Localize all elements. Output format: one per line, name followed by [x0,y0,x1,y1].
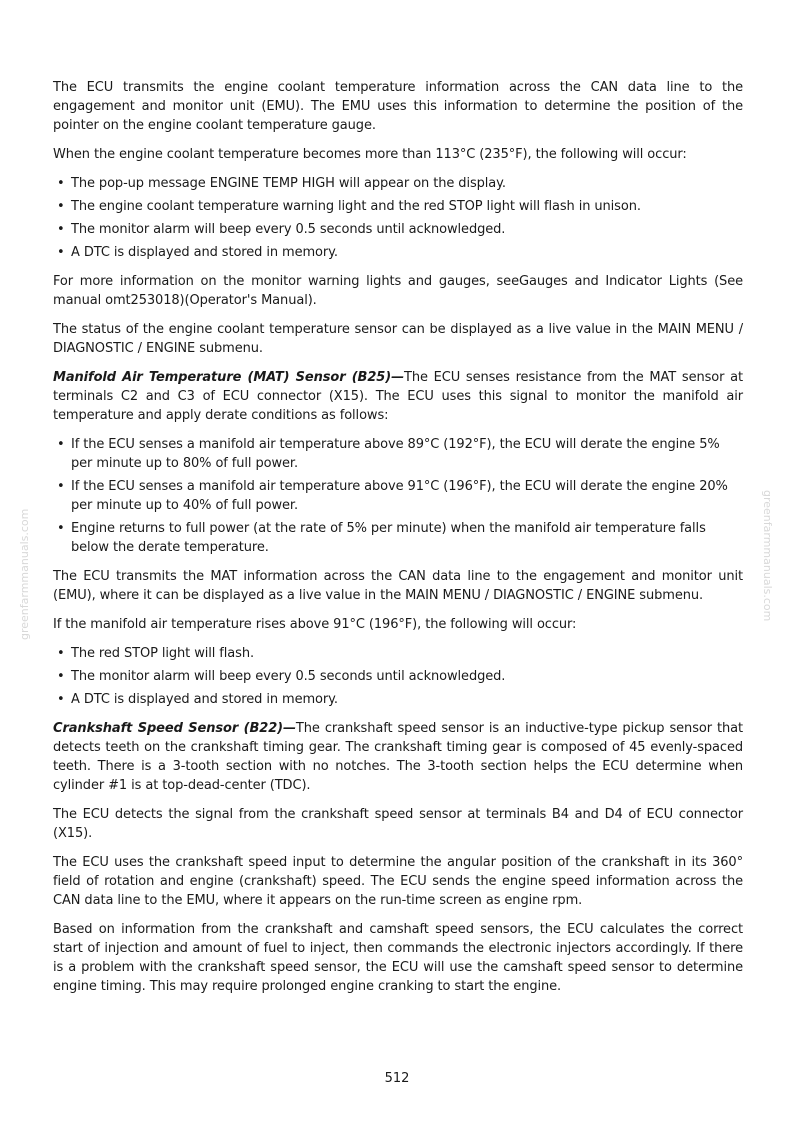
list-item: • A DTC is displayed and stored in memory. [57,692,338,707]
mat-high-list [53,644,743,709]
paragraph-ect-high-intro: When the engine coolant temperature becomes more than 113°C (235°F), the following will occur: [53,147,687,162]
watermark-right: greenfarmmanuals.com [761,490,774,622]
mat-sensor-body: The ECU senses resistance from the MAT sensor at terminals C2 and C3 of ECU connector (X15). The ECU uses this signal to monitor the manifold air temperature and apply derate conditions as follows: [53,370,744,423]
crankshaft-sensor-body: The crankshaft speed sensor is an inductive-type pickup sensor that detects teeth on the crankshaft timing gear. The crankshaft timing gear is composed of 45 evenly-spaced teeth. There is a 3-tooth section with no notches. The 3-tooth section helps the ECU determine when cylinder #1 is at top-dead-center (TDC). [53,721,744,793]
paragraph-ect-live-value: The status of the engine coolant temperature sensor can be displayed as a live value in the MAIN MENU / DIAGNOSTIC / ENGINE submenu. [53,322,743,356]
watermark-left: greenfarmmanuals.com [18,508,31,640]
list-item: • The monitor alarm will beep every 0.5 seconds until acknowledged. [57,669,506,684]
list-item: • If the ECU senses a manifold air temperature above 89°C (192°F), the ECU will derate the engine 5% per minute up to 80% of full power. [57,437,720,471]
bullet-icon: • [57,521,65,536]
paragraph-crankshaft-input: The ECU uses the crankshaft speed input to determine the angular position of the crankshaft in its 360° field of rotation and engine (crankshaft) speed. The ECU sends the engine speed information across the CAN data line to the EMU, where it appears on the run-time screen as engine rpm. [53,855,743,908]
bullet-icon: • [57,245,65,260]
paragraph-ect-can: The ECU transmits the engine coolant temperature information across the CAN data line to the engagement and monitor unit (EMU). The EMU uses this information to determine the position of the pointer on the engine coolant temperature gauge. [53,80,743,133]
bullet-icon: • [57,646,65,661]
paragraph-crankshaft-sensor [53,719,743,795]
page-number: 512 [384,1071,410,1086]
bullet-icon: • [57,692,65,707]
list-item: • The pop-up message ENGINE TEMP HIGH will appear on the display. [57,176,506,191]
list-item: • The red STOP light will flash. [57,646,254,661]
paragraph-mat-sensor [53,368,743,425]
page-content [53,78,743,1006]
list-item: • The monitor alarm will beep every 0.5 seconds until acknowledged. [57,222,506,237]
paragraph-gauges-reference: For more information on the monitor warning lights and gauges, seeGauges and Indicator Lights (See manual omt253018)(Operator's Manual). [53,274,743,308]
bullet-icon: • [57,437,65,452]
list-item: • If the ECU senses a manifold air temperature above 91°C (196°F), the ECU will derate the engine 20% per minute up to 40% of full power. [57,479,728,513]
paragraph-crankshaft-terminals: The ECU detects the signal from the crankshaft speed sensor at terminals B4 and D4 of ECU connector (X15). [53,807,743,841]
bullet-icon: • [57,669,65,684]
bullet-icon: • [57,222,65,237]
paragraph-mat-high-intro: If the manifold air temperature rises above 91°C (196°F), the following will occur: [53,617,577,632]
bullet-icon: • [57,176,65,191]
list-item: • The engine coolant temperature warning light and the red STOP light will flash in unison. [57,199,641,214]
ect-high-list [53,174,743,262]
list-item: • Engine returns to full power (at the rate of 5% per minute) when the manifold air temperature falls below the derate temperature. [57,521,706,555]
mat-sensor-heading: Manifold Air Temperature (MAT) Sensor (B25)— [53,370,404,385]
bullet-icon: • [57,199,65,214]
crankshaft-sensor-heading: Crankshaft Speed Sensor (B22)— [53,721,296,736]
mat-derate-list [53,435,743,557]
list-item: • A DTC is displayed and stored in memory. [57,245,338,260]
bullet-icon: • [57,479,65,494]
paragraph-injection-timing: Based on information from the crankshaft and camshaft speed sensors, the ECU calculates the correct start of injection and amount of fuel to inject, then commands the electronic injectors accordingly. If there is a problem with the crankshaft speed sensor, the ECU will use the camshaft speed sensor to determine engine timing. This may require prolonged engine cranking to start the engine. [53,922,743,994]
paragraph-mat-can: The ECU transmits the MAT information across the CAN data line to the engagement and monitor unit (EMU), where it can be displayed as a live value in the MAIN MENU / DIAGNOSTIC / ENGINE submenu. [53,569,743,603]
